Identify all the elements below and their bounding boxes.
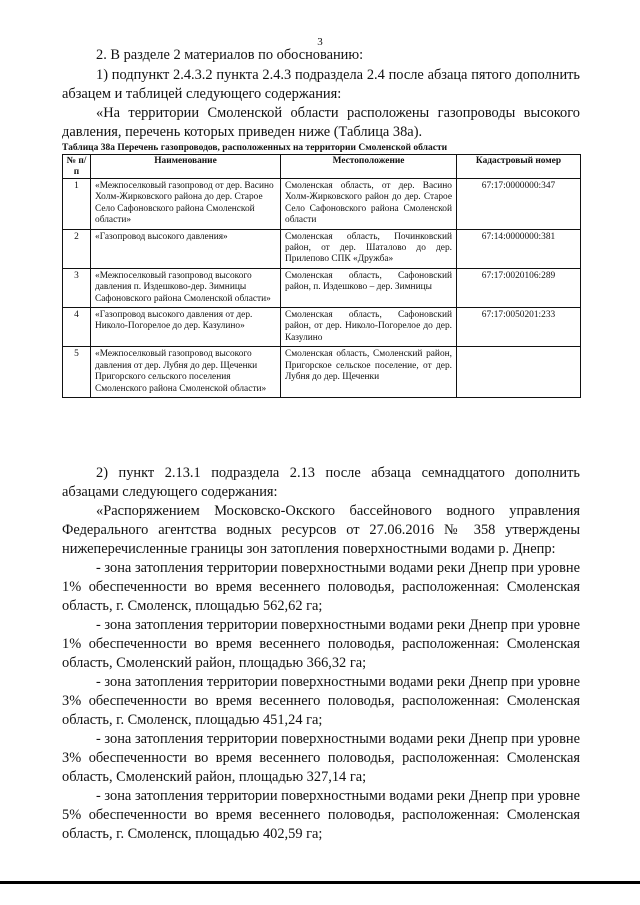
table-caption: Таблица 38а Перечень газопроводов, расположенных на территории Смоленской области bbox=[62, 143, 448, 153]
header-cadastral: Кадастровый номер bbox=[457, 155, 581, 179]
row-num: 5 bbox=[63, 347, 91, 398]
bottom-rule bbox=[0, 881, 640, 884]
page-number: 3 bbox=[317, 36, 323, 48]
row-cadastral: 67:17:0020106:289 bbox=[457, 268, 581, 307]
row-location: Смоленская область, от дер. Васино Холм-Жирковского район до дер. Старое Село Сафоновского района Смоленской области bbox=[281, 179, 457, 230]
table-header-row bbox=[63, 155, 581, 179]
header-location: Местоположение bbox=[281, 155, 457, 179]
row-cadastral: 67:14:0000000:381 bbox=[457, 229, 581, 268]
amendment-paragraph-1: 1) подпункт 2.4.3.2 пункта 2.4.3 подраздела 2.4 после абзаца пятого дополнить абзацем и таблицей следующего содержания: bbox=[62, 67, 580, 102]
row-location: Смоленская область, Починковский район, от дер. Шаталово до дер. Прилепово СПК «Дружба» bbox=[281, 229, 457, 268]
amendment-paragraph-2: 2) пункт 2.13.1 подраздела 2.13 после абзаца семнадцатого дополнить абзацами следующего содержания: bbox=[62, 465, 580, 500]
table-row bbox=[63, 229, 581, 268]
table-row bbox=[63, 347, 581, 398]
row-name: «Межпоселковый газопровод высокого давления п. Издешково-дер. Зимницы Сафоновского района Смоленской области» bbox=[91, 268, 281, 307]
table-row bbox=[63, 179, 581, 230]
table-row bbox=[63, 308, 581, 347]
flood-zone-item: - зона затопления территории поверхностными водами реки Днепр при уровне 3% обеспеченности во время весеннего половодья, расположенная: Смоленская область, г. Смоленск, площадью 451,24 га; bbox=[62, 674, 580, 728]
header-name: Наименование bbox=[91, 155, 281, 179]
flood-zone-item: - зона затопления территории поверхностными водами реки Днепр при уровне 1% обеспеченности во время весеннего половодья, расположенная: Смоленская область, Смоленский район, площадью 366,32 га; bbox=[62, 617, 580, 671]
row-num: 3 bbox=[63, 268, 91, 307]
flood-zone-item: - зона затопления территории поверхностными водами реки Днепр при уровне 5% обеспеченности во время весеннего половодья, расположенная: Смоленская область, г. Смоленск, площадью 402,59 га; bbox=[62, 788, 580, 842]
row-location: Смоленская область, Сафоновский район, п. Издешково – дер. Зимницы bbox=[281, 268, 457, 307]
header-num: № п/п bbox=[63, 155, 91, 179]
row-cadastral: 67:17:0000000:347 bbox=[457, 179, 581, 230]
row-name: «Газопровод высокого давления от дер. Николо-Погорелое до дер. Казулино» bbox=[91, 308, 281, 347]
section-heading: 2. В разделе 2 материалов по обоснованию: bbox=[96, 47, 364, 63]
flood-zone-item: - зона затопления территории поверхностными водами реки Днепр при уровне 3% обеспеченности во время весеннего половодья, расположенная: Смоленская область, Смоленский район, площадью 327,14 га; bbox=[62, 731, 580, 785]
intro-paragraph: «На территории Смоленской области расположены газопроводы высокого давления, перечень которых приведен ниже (Таблица 38а). bbox=[62, 105, 580, 140]
row-name: «Газопровод высокого давления» bbox=[91, 229, 281, 268]
gas-pipelines-table bbox=[62, 154, 581, 398]
row-num: 4 bbox=[63, 308, 91, 347]
row-location: Смоленская область, Сафоновский район, от дер. Николо-Погорелое до дер. Казулино bbox=[281, 308, 457, 347]
row-name: «Межпоселковый газопровод высокого давления от дер. Лубня до дер. Щеченки Пригорского сельского поселения Смоленского района Смоленской области» bbox=[91, 347, 281, 398]
table-row bbox=[63, 268, 581, 307]
order-paragraph: «Распоряжением Московско-Окского бассейнового водного управления Федерального агентства водных ресурсов от 27.06.2016 № 358 утверждены нижеперечисленные границы зон затопления поверхностными водами р. Днепр: bbox=[62, 503, 580, 557]
row-name: «Межпоселковый газопровод от дер. Васино Холм-Жирковского района до дер. Старое Село Сафоновского района Смоленской области» bbox=[91, 179, 281, 230]
row-num: 1 bbox=[63, 179, 91, 230]
row-location: Смоленская область, Смоленский район, Пригорское сельское поселение, от дер. Лубня до дер. Щеченки bbox=[281, 347, 457, 398]
row-cadastral bbox=[457, 347, 581, 398]
row-num: 2 bbox=[63, 229, 91, 268]
row-cadastral: 67:17:0050201:233 bbox=[457, 308, 581, 347]
flood-zone-item: - зона затопления территории поверхностными водами реки Днепр при уровне 1% обеспеченности во время весеннего половодья, расположенная: Смоленская область, г. Смоленск, площадью 562,62 га; bbox=[62, 560, 580, 614]
